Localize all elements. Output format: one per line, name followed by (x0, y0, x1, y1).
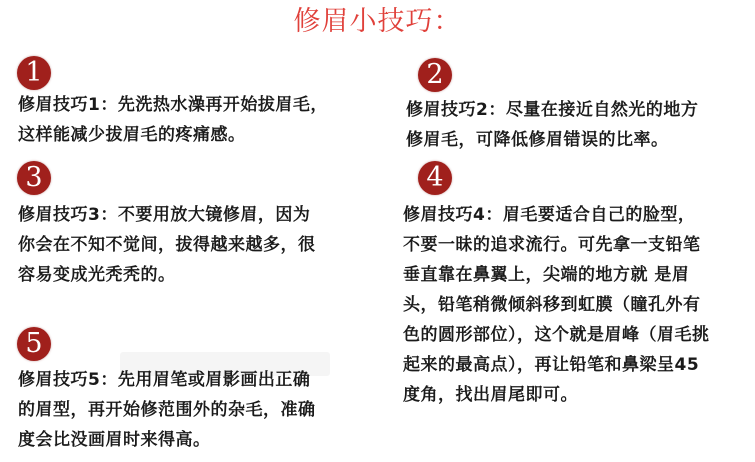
tip-3-text (18, 200, 316, 290)
tip-3-line-1: 修眉技巧3：不要用放大镜修眉，因为 (18, 205, 311, 225)
tip-4-line-1: 修眉技巧4：眉毛要适合自己的脸型， (403, 205, 696, 225)
tip-4-line-3: 垂直靠在鼻翼上，尖端的地方就 是眉 (403, 265, 690, 285)
tip-3-line-3: 容易变成光秃秃的。 (18, 265, 176, 285)
tip-number-badge-3: 3 (17, 161, 51, 195)
tip-number-badge-5: 5 (17, 327, 51, 361)
tip-number-badge-1: 1 (17, 56, 51, 90)
tip-4-line-2: 不要一昧的追求流行。可先拿一支铅笔 (403, 235, 701, 255)
tip-1-line-1: 修眉技巧1：先洗热水澡再开始拔眉毛， (18, 95, 328, 115)
tip-number-badge-2: 2 (418, 58, 452, 92)
tip-2-text (406, 95, 698, 155)
tip-1-line-2: 这样能减少拔眉毛的疼痛感。 (18, 125, 246, 145)
tip-number-badge-4: 4 (418, 161, 452, 195)
tip-3-line-2: 你会在不知不觉间，拔得越来越多，很 (18, 235, 316, 255)
tip-1-text (18, 90, 328, 150)
tip-2-line-2: 修眉毛，可降低修眉错误的比率。 (406, 130, 669, 150)
tip-5-line-2: 的眉型，再开始修范围外的杂毛，准确 (18, 400, 316, 420)
page-title: 修眉小技巧： (293, 6, 462, 37)
tip-5-line-1: 修眉技巧5：先用眉笔或眉影画出正确 (18, 370, 311, 390)
tip-4-line-6: 起来的最高点），再让铅笔和鼻梁呈45 (403, 355, 700, 375)
tip-4-line-4: 头，铅笔稍微倾斜移到虹膜（瞳孔外有 (403, 295, 701, 315)
tip-4-text (403, 200, 710, 410)
tip-2-line-1: 修眉技巧2：尽量在接近自然光的地方 (406, 100, 699, 120)
tip-5-text (18, 365, 316, 455)
tip-4-line-7: 度角，找出眉尾即可。 (403, 385, 578, 405)
tip-5-line-3: 度会比没画眉时来得高。 (18, 430, 211, 450)
tip-4-line-5: 色的圆形部位），这个就是眉峰（眉毛挑 (403, 325, 710, 345)
